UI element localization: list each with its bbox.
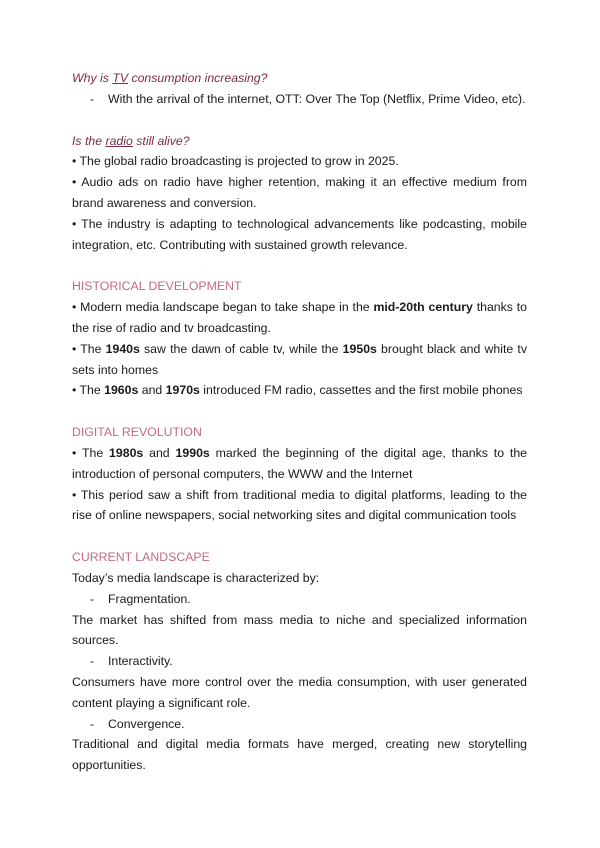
text-run: and bbox=[138, 383, 166, 398]
section-heading-digital: DIGITAL REVOLUTION bbox=[72, 425, 202, 440]
list-item bbox=[72, 714, 527, 735]
item-description: Traditional and digital media formats have merged, creating new storytelling opportunities. bbox=[72, 737, 527, 773]
bullet-paragraph bbox=[72, 297, 527, 339]
text-run: • The bbox=[72, 383, 105, 398]
bullet-paragraph bbox=[72, 339, 527, 381]
bullet-paragraph bbox=[72, 380, 527, 401]
heading-text: consumption increasing? bbox=[128, 71, 268, 85]
list-item-label: Convergence. bbox=[108, 716, 185, 731]
dash-marker: - bbox=[90, 654, 95, 669]
heading-underlined-word: TV bbox=[112, 71, 129, 85]
bold-text: 1960s bbox=[104, 383, 139, 398]
text-run: saw the dawn of cable tv, while the bbox=[139, 341, 343, 356]
dash-marker: - bbox=[90, 91, 95, 106]
bullet-paragraph: • Audio ads on radio have higher retention, making it an effective medium from brand awareness and conversion. bbox=[72, 175, 527, 210]
list-item bbox=[72, 651, 527, 672]
text-run: brought black and white tv sets into homes bbox=[72, 341, 527, 377]
text-run: introduced FM radio, cassettes and the first mobile phones bbox=[199, 383, 523, 398]
bold-text: mid-20th century bbox=[373, 300, 473, 315]
list-item-text: With the arrival of the internet, OTT: Over The Top (Netflix, Prime Video, etc). bbox=[108, 91, 526, 106]
bold-text: 1950s bbox=[342, 341, 377, 356]
text-run: • Modern media landscape began to take shape in the bbox=[72, 300, 374, 315]
text-run: • The bbox=[72, 445, 110, 460]
bullet-paragraph: • The global radio broadcasting is projected to grow in 2025. bbox=[72, 154, 399, 169]
item-description: Consumers have more control over the media consumption, with user generated content playing a significant role. bbox=[72, 674, 527, 710]
bullet-paragraph bbox=[72, 443, 527, 485]
list-item-label: Fragmentation. bbox=[108, 591, 191, 606]
text-run: marked the beginning of the digital age, thanks to the introduction of personal computers, the WWW and the Internet bbox=[72, 445, 528, 481]
heading-text: still alive? bbox=[132, 133, 190, 148]
heading-text: Why is bbox=[72, 71, 113, 85]
document-page bbox=[72, 68, 527, 776]
text-run: thanks to the rise of radio and tv broadcasting. bbox=[72, 300, 527, 335]
bullet-paragraph: • The industry is adapting to technological advancements like podcasting, mobile integration, etc. Contributing with sustained growth relevance. bbox=[72, 216, 527, 252]
list-item bbox=[72, 589, 527, 610]
bold-text: 1970s bbox=[165, 383, 200, 398]
question-heading-tv bbox=[72, 68, 527, 89]
section-heading-current: CURRENT LANDSCAPE bbox=[72, 550, 210, 565]
bullet-paragraph: • This period saw a shift from traditional media to digital platforms, leading to the rise of online newspapers, social networking sites and digital communication tools bbox=[72, 487, 527, 523]
dash-marker: - bbox=[90, 591, 95, 606]
question-heading-radio bbox=[72, 131, 527, 152]
list-item bbox=[72, 89, 527, 110]
bold-text: 1990s bbox=[175, 445, 210, 460]
bold-text: 1980s bbox=[109, 445, 144, 460]
intro-paragraph: Today’s media landscape is characterized by: bbox=[72, 570, 320, 585]
text-run: • The bbox=[72, 341, 106, 356]
heading-text: Is the bbox=[72, 133, 106, 148]
bold-text: 1940s bbox=[105, 341, 140, 356]
text-run: and bbox=[143, 445, 176, 460]
item-description: The market has shifted from mass media to niche and specialized information sources. bbox=[72, 612, 527, 648]
section-heading-historical: HISTORICAL DEVELOPMENT bbox=[72, 279, 242, 294]
list-item-label: Interactivity. bbox=[108, 654, 173, 669]
dash-marker: - bbox=[90, 716, 95, 731]
heading-underlined-word: radio bbox=[105, 133, 133, 148]
